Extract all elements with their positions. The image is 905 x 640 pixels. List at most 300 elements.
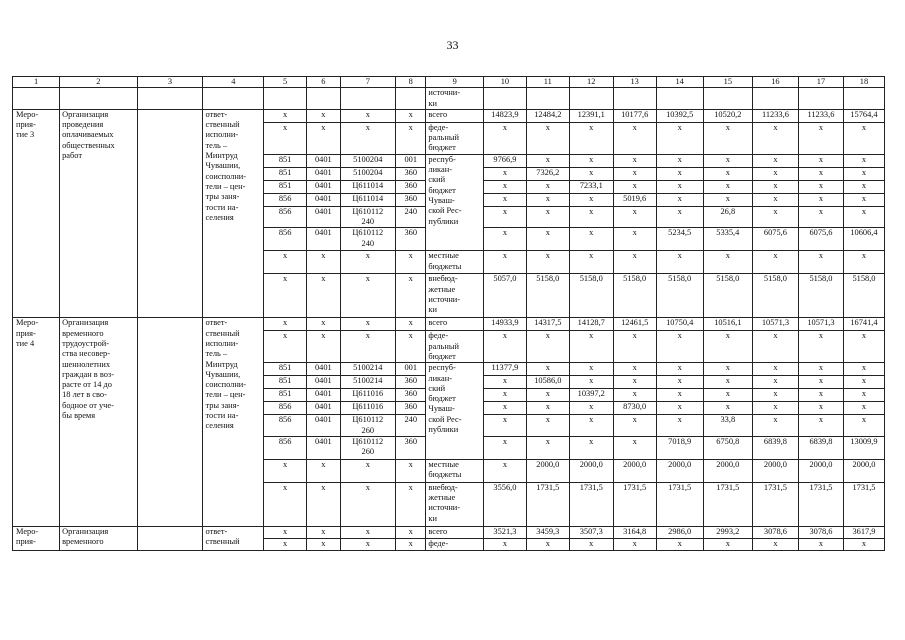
value-cell: x	[307, 459, 340, 482]
value-cell: 3	[137, 77, 203, 88]
value-cell: x	[703, 331, 752, 363]
value-cell: x	[656, 538, 703, 550]
value-cell: 1731,5	[613, 482, 656, 526]
value-cell: x	[526, 436, 569, 459]
value-cell: x	[752, 402, 798, 415]
source-cell	[426, 459, 484, 482]
event-number	[13, 318, 60, 526]
responsible-executor	[203, 109, 264, 317]
value-cell: 5234,5	[656, 228, 703, 251]
value-cell: 0401	[307, 363, 340, 376]
value-cell: 3617,9	[843, 526, 884, 538]
value-cell: 6750,8	[703, 436, 752, 459]
cell-line: ственный	[205, 537, 240, 547]
cell-line: Чувашии,	[205, 161, 241, 171]
value-cell: 10516,1	[703, 318, 752, 331]
value-cell: 6839,8	[798, 436, 843, 459]
value-cell: 3507,3	[569, 526, 613, 538]
empty-cell	[798, 88, 843, 110]
value-cell: x	[703, 538, 752, 550]
cell-line: бюджет	[428, 351, 456, 361]
cell-line: x	[365, 274, 370, 284]
value-cell: 14823,9	[483, 109, 526, 122]
cell-line: Чувашии,	[205, 369, 241, 379]
value-cell: 0401	[307, 389, 340, 402]
cell-line: ский	[428, 175, 446, 185]
cell-line: публики	[428, 216, 459, 226]
value-cell: x	[569, 402, 613, 415]
value-cell: x	[656, 363, 703, 376]
value-cell: 10586,0	[526, 376, 569, 389]
cell-line: селения	[205, 421, 234, 431]
cell-line: тры заня-	[205, 192, 240, 202]
value-cell: x	[613, 180, 656, 193]
value-cell: 12	[569, 77, 613, 88]
value-cell: x	[703, 180, 752, 193]
cell-line: ответ-	[205, 526, 228, 536]
value-cell: x	[656, 154, 703, 167]
code-cell	[340, 402, 395, 415]
cell-line: ства несовер-	[62, 349, 111, 359]
cell-line: тели – цен-	[205, 390, 246, 400]
value-cell: x	[843, 538, 884, 550]
value-cell: 8	[396, 77, 426, 88]
value-cell: x	[798, 180, 843, 193]
cell-line: жетные	[428, 284, 456, 294]
value-cell: 856	[264, 206, 307, 228]
table-row	[13, 318, 885, 331]
empty-cell	[613, 88, 656, 110]
value-cell: 856	[264, 436, 307, 459]
value-cell: x	[526, 389, 569, 402]
value-cell: x	[264, 538, 307, 550]
value-cell: x	[656, 402, 703, 415]
cell-line: x	[365, 538, 370, 548]
value-cell: 360	[396, 193, 426, 206]
value-cell: 2986,0	[656, 526, 703, 538]
page-number: 33	[446, 38, 459, 52]
cell-line: ответ-	[205, 318, 228, 328]
cell-line: Организация	[62, 109, 109, 119]
value-cell: 7018,9	[656, 436, 703, 459]
value-cell: x	[798, 331, 843, 363]
value-cell: 240	[396, 415, 426, 437]
value-cell: 001	[396, 363, 426, 376]
value-cell: x	[569, 122, 613, 154]
value-cell: x	[569, 193, 613, 206]
value-cell: x	[613, 154, 656, 167]
value-cell: 2000,0	[526, 459, 569, 482]
value-cell: 1	[13, 77, 60, 88]
source-cell	[426, 109, 484, 122]
value-cell: 360	[396, 389, 426, 402]
value-cell: x	[798, 167, 843, 180]
value-cell: x	[656, 167, 703, 180]
value-cell: x	[703, 154, 752, 167]
cell-line: прия-	[16, 537, 36, 547]
value-cell: x	[613, 122, 656, 154]
cell-line: ственный	[205, 328, 240, 338]
cell-line: местные	[428, 459, 459, 469]
value-cell: x	[483, 538, 526, 550]
value-cell: 856	[264, 193, 307, 206]
value-cell: 33,8	[703, 415, 752, 437]
value-cell: x	[396, 251, 426, 274]
source-cell	[426, 154, 484, 251]
value-cell: x	[483, 436, 526, 459]
value-cell: x	[569, 228, 613, 251]
cell-line: бюджет	[428, 185, 456, 195]
value-cell: x	[613, 251, 656, 274]
value-cell: x	[752, 376, 798, 389]
value-cell: x	[798, 193, 843, 206]
value-cell: x	[526, 331, 569, 363]
cell-line: тости на-	[205, 411, 239, 421]
value-cell: x	[843, 180, 884, 193]
empty-cell	[137, 526, 203, 550]
value-cell: x	[483, 193, 526, 206]
value-cell: 11233,6	[798, 109, 843, 122]
value-cell: 5158,0	[613, 274, 656, 318]
cell-line: прия-	[16, 328, 36, 338]
value-cell: x	[483, 180, 526, 193]
source-cell	[426, 482, 484, 526]
value-cell: 15764,4	[843, 109, 884, 122]
empty-cell	[137, 88, 203, 110]
value-cell: x	[703, 251, 752, 274]
empty-cell	[483, 88, 526, 110]
value-cell: 3459,3	[526, 526, 569, 538]
source-cell	[426, 526, 484, 538]
cell-line: x	[365, 331, 370, 341]
value-cell: 360	[396, 228, 426, 251]
value-cell: 851	[264, 363, 307, 376]
value-cell: x	[843, 376, 884, 389]
value-cell: 15	[703, 77, 752, 88]
value-cell: x	[656, 206, 703, 228]
value-cell: x	[569, 331, 613, 363]
value-cell: 16	[752, 77, 798, 88]
code-cell	[340, 331, 395, 363]
value-cell: x	[843, 331, 884, 363]
cell-line: шеннолетних	[62, 359, 111, 369]
value-cell: 2000,0	[798, 459, 843, 482]
code-cell	[340, 389, 395, 402]
code-cell	[340, 167, 395, 180]
code-cell	[340, 180, 395, 193]
value-cell: 360	[396, 167, 426, 180]
cell-line: бюджеты	[428, 470, 462, 480]
cell-line: трудоустрой-	[62, 338, 110, 348]
cell-line: временного	[62, 537, 104, 547]
value-cell: x	[703, 402, 752, 415]
value-cell: 1731,5	[798, 482, 843, 526]
empty-cell	[60, 88, 137, 110]
value-cell: x	[264, 331, 307, 363]
code-cell	[340, 318, 395, 331]
value-cell: x	[752, 363, 798, 376]
cell-line: x	[365, 459, 370, 469]
value-cell: x	[656, 376, 703, 389]
cell-line: временного	[62, 328, 104, 338]
value-cell: x	[613, 331, 656, 363]
empty-cell	[203, 88, 264, 110]
source-cell	[426, 318, 484, 331]
cell-line: тели – цен-	[205, 181, 246, 191]
value-cell: x	[752, 206, 798, 228]
value-cell: x	[396, 274, 426, 318]
value-cell: x	[569, 167, 613, 180]
value-cell: 0401	[307, 415, 340, 437]
value-cell: 5158,0	[703, 274, 752, 318]
value-cell: 5	[264, 77, 307, 88]
cell-line: 5100204	[353, 167, 383, 177]
value-cell: 851	[264, 376, 307, 389]
value-cell: x	[656, 415, 703, 437]
value-cell: 360	[396, 436, 426, 459]
value-cell: x	[752, 167, 798, 180]
source-cell	[426, 538, 484, 550]
value-cell: x	[483, 402, 526, 415]
value-cell: 9	[426, 77, 484, 88]
value-cell: x	[569, 415, 613, 437]
value-cell: 856	[264, 415, 307, 437]
empty-cell	[137, 318, 203, 526]
code-cell	[340, 122, 395, 154]
cell-line: 18 лет в сво-	[62, 390, 107, 400]
source-cell	[426, 122, 484, 154]
cell-line: внебюд-	[428, 274, 458, 284]
cell-line: тель –	[205, 349, 228, 359]
value-cell: 13	[613, 77, 656, 88]
value-cell: 851	[264, 154, 307, 167]
cell-line: ский	[428, 383, 446, 393]
value-cell: 3164,8	[613, 526, 656, 538]
value-cell: 2000,0	[656, 459, 703, 482]
value-cell: x	[569, 363, 613, 376]
cell-line: ской Рес-	[428, 414, 462, 424]
cell-line: x	[365, 109, 370, 119]
value-cell: 10520,2	[703, 109, 752, 122]
value-cell: 0401	[307, 376, 340, 389]
value-cell: x	[703, 122, 752, 154]
cell-line: общественных	[62, 140, 115, 150]
value-cell: 001	[396, 154, 426, 167]
value-cell: x	[752, 331, 798, 363]
value-cell: x	[843, 206, 884, 228]
value-cell: x	[703, 363, 752, 376]
cell-line: Ц610112	[352, 206, 384, 216]
cell-line: Организация	[62, 318, 109, 328]
value-cell: x	[752, 122, 798, 154]
value-cell: 5158,0	[798, 274, 843, 318]
cell-line: ской Рес-	[428, 206, 462, 216]
value-cell: 14317,5	[526, 318, 569, 331]
value-cell: 4	[203, 77, 264, 88]
value-cell: x	[656, 180, 703, 193]
value-cell: x	[613, 415, 656, 437]
value-cell: 0401	[307, 436, 340, 459]
value-cell: x	[526, 154, 569, 167]
code-cell	[340, 376, 395, 389]
value-cell: 5158,0	[752, 274, 798, 318]
cell-line: 5100214	[353, 363, 383, 373]
cell-line: тости на-	[205, 202, 239, 212]
value-cell: 5158,0	[656, 274, 703, 318]
value-cell: x	[526, 180, 569, 193]
value-cell: 5057,0	[483, 274, 526, 318]
value-cell: 11377,9	[483, 363, 526, 376]
value-cell: 10177,6	[613, 109, 656, 122]
value-cell: 6075,6	[752, 228, 798, 251]
event-number	[13, 109, 60, 317]
value-cell: x	[264, 482, 307, 526]
cell-line: 260	[361, 447, 375, 457]
value-cell: 240	[396, 206, 426, 228]
value-cell: 14933,9	[483, 318, 526, 331]
value-cell: x	[526, 538, 569, 550]
value-cell: 14128,7	[569, 318, 613, 331]
value-cell: 1731,5	[843, 482, 884, 526]
cell-line: респуб-	[428, 154, 456, 164]
value-cell: 1731,5	[569, 482, 613, 526]
value-cell: x	[307, 482, 340, 526]
cell-line: тель –	[205, 140, 228, 150]
code-cell	[340, 415, 395, 437]
source-cell	[426, 363, 484, 460]
value-cell: 0401	[307, 167, 340, 180]
value-cell: x	[264, 251, 307, 274]
value-cell: x	[613, 436, 656, 459]
cell-line: феде-	[428, 122, 449, 132]
value-cell: x	[656, 193, 703, 206]
value-cell: x	[483, 459, 526, 482]
value-cell: x	[307, 526, 340, 538]
cell-line: ственный	[205, 120, 240, 130]
value-cell: x	[483, 167, 526, 180]
empty-cell	[752, 88, 798, 110]
cell-line: Меро-	[16, 526, 39, 536]
code-cell	[340, 538, 395, 550]
value-cell: 0401	[307, 206, 340, 228]
value-cell: x	[396, 331, 426, 363]
value-cell: x	[526, 251, 569, 274]
value-cell: x	[613, 167, 656, 180]
cell-line: ки	[428, 98, 437, 108]
value-cell: x	[307, 274, 340, 318]
source-cell	[426, 274, 484, 318]
cell-line: 240	[361, 238, 375, 248]
value-cell: x	[396, 122, 426, 154]
value-cell: x	[307, 318, 340, 331]
cell-line: 5100204	[353, 154, 383, 164]
value-cell: x	[798, 389, 843, 402]
value-cell: x	[396, 109, 426, 122]
value-cell: x	[798, 251, 843, 274]
value-cell: x	[483, 206, 526, 228]
value-cell: 360	[396, 180, 426, 193]
value-cell: 2000,0	[752, 459, 798, 482]
value-cell: 26,8	[703, 206, 752, 228]
value-cell: 360	[396, 402, 426, 415]
value-cell: 10	[483, 77, 526, 88]
value-cell: x	[798, 363, 843, 376]
value-cell: 10392,5	[656, 109, 703, 122]
value-cell: 1731,5	[703, 482, 752, 526]
value-cell: x	[613, 538, 656, 550]
cell-line: бюджеты	[428, 261, 462, 271]
cell-line: бы время	[62, 411, 96, 421]
cell-line: Чуваш-	[428, 195, 455, 205]
cell-line: селения	[205, 212, 234, 222]
value-cell: 0401	[307, 193, 340, 206]
cell-line: бодное от уче-	[62, 400, 114, 410]
cell-line: x	[365, 318, 370, 328]
cell-line: соисполни-	[205, 171, 247, 181]
event-number	[13, 526, 60, 550]
table-row	[13, 88, 885, 110]
value-cell: x	[264, 459, 307, 482]
cell-line: Меро-	[16, 318, 39, 328]
value-cell: x	[613, 228, 656, 251]
responsible-executor	[203, 526, 264, 550]
cell-line: граждан в воз-	[62, 369, 115, 379]
value-cell: x	[843, 402, 884, 415]
value-cell: x	[752, 389, 798, 402]
value-cell: 11	[526, 77, 569, 88]
value-cell: x	[307, 251, 340, 274]
cell-line: работ	[62, 151, 82, 161]
value-cell: 12461,5	[613, 318, 656, 331]
cell-line: публики	[428, 425, 459, 435]
code-cell	[340, 193, 395, 206]
value-cell: x	[656, 331, 703, 363]
value-cell: x	[307, 109, 340, 122]
code-cell	[340, 228, 395, 251]
value-cell: x	[483, 415, 526, 437]
value-cell: x	[703, 389, 752, 402]
code-cell	[340, 251, 395, 274]
header-row	[13, 77, 885, 88]
code-cell	[340, 526, 395, 538]
cell-line: x	[365, 251, 370, 261]
cell-line: Ц611014	[352, 193, 384, 203]
value-cell: 0401	[307, 228, 340, 251]
value-cell: x	[483, 331, 526, 363]
table-row	[13, 526, 885, 538]
value-cell: 13009,9	[843, 436, 884, 459]
code-cell	[340, 459, 395, 482]
cell-line: Ц611016	[352, 389, 384, 399]
value-cell: 7233,1	[569, 180, 613, 193]
cell-line: феде-	[428, 538, 449, 548]
value-cell: x	[703, 376, 752, 389]
value-cell: x	[526, 193, 569, 206]
value-cell: x	[703, 167, 752, 180]
value-cell: x	[569, 376, 613, 389]
value-cell: 17	[798, 77, 843, 88]
cell-line: исполни-	[205, 130, 239, 140]
value-cell: x	[843, 193, 884, 206]
value-cell: 1731,5	[752, 482, 798, 526]
value-cell: 2000,0	[843, 459, 884, 482]
value-cell: 3078,6	[752, 526, 798, 538]
value-cell: 12484,2	[526, 109, 569, 122]
cell-line: проведения	[62, 120, 104, 130]
cell-line: Чуваш-	[428, 404, 455, 414]
empty-cell	[843, 88, 884, 110]
value-cell: x	[798, 415, 843, 437]
